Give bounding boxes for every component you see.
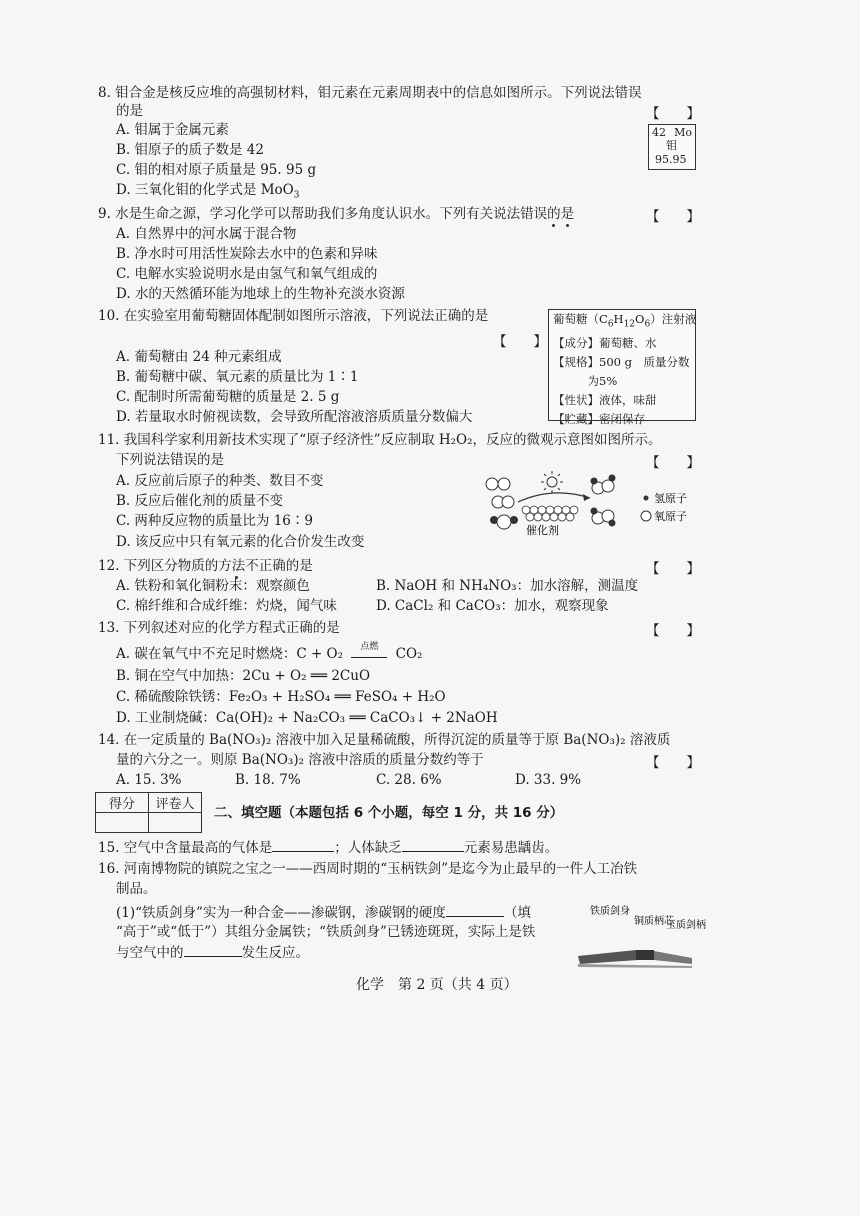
q11-stem: 11. 我国科学家利用新技术实现了“原子经济性”反应制取 H₂O₂，反应的微观示意图如图所示。 [98, 432, 662, 448]
reaction-condition: 点燃 [360, 642, 379, 652]
q14-option-b: B. 18. 7% [235, 772, 301, 788]
q13-option-b: B. 铜在空气中加热：2Cu + O₂ ══ 2CuO [116, 668, 371, 684]
glucose-label-line: 【贮藏】密闭保存 [553, 412, 645, 427]
q8-answer-bracket[interactable]: 【 】 [646, 106, 700, 122]
q16-blank-2[interactable] [184, 943, 242, 957]
q11-option-c: C. 两种反应物的质量比为 16∶9 [116, 513, 313, 529]
q8-option-c: C. 钼的相对原子质量是 95. 95 g [116, 162, 317, 178]
q14-option-c: C. 28. 6% [376, 772, 442, 788]
grader-label: 评卷人 [149, 793, 202, 813]
q10-option-b: B. 葡萄糖中碳、氧元素的质量比为 1∶1 [116, 369, 359, 385]
catalyst-label: 催化剂 [526, 524, 559, 537]
q9-stem: 9. 水是生命之源，学习化学可以帮助我们多角度认识水。下列有关说法错误的是 [98, 206, 575, 222]
score-cell[interactable] [96, 813, 149, 833]
glucose-label-line: 【性状】液体，味甜 [553, 393, 657, 408]
q9-answer-bracket[interactable]: 【 】 [646, 209, 700, 225]
q14-stem-cont: 量的六分之一。则原 Ba(NO₃)₂ 溶液中溶质的质量分数约等于 [116, 752, 484, 768]
q15-blank-2[interactable] [402, 838, 464, 852]
catalyst-icon [522, 506, 578, 521]
q13-option-d: D. 工业制烧碱：Ca(OH)₂ + Na₂CO₃ ══ CaCO₃↓ + 2NaOH [116, 710, 498, 726]
q9-option-d: D. 水的天然循环能为地球上的生物补充淡水资源 [116, 286, 405, 302]
q10-stem: 10. 在实验室用葡萄糖固体配制如图所示溶液，下列说法正确的是 [98, 308, 489, 324]
element-number: 42 [652, 126, 666, 139]
legend-o-label: 氧原子 [654, 510, 687, 523]
element-mass: 95.95 [655, 153, 687, 166]
reaction-diagram [478, 468, 698, 540]
q12-option-b: B. NaOH 和 NH₄NO₃：加水溶解，测温度 [376, 578, 639, 594]
element-card [648, 124, 696, 170]
q8-option-a: A. 钼属于金属元素 [116, 122, 229, 138]
q16-stem: 16. 河南博物院的镇院之宝之一——西周时期的“玉柄铁剑”是迄今为止最早的一件人工冶铁 [98, 861, 638, 877]
q12-option-d: D. CaCl₂ 和 CaCO₃：加水，观察现象 [376, 598, 609, 614]
q8-option-b: B. 钼原子的质子数是 42 [116, 142, 264, 158]
element-name: 钼 [666, 139, 677, 152]
q11-option-b: B. 反应后催化剂的质量不变 [116, 493, 284, 509]
q14-option-d: D. 33. 9% [515, 772, 582, 788]
q9-option-b: B. 净水时可用活性炭除去水中的色素和异味 [116, 246, 378, 262]
glucose-label-line: 【规格】500 g 质量分数 [553, 355, 690, 370]
q15-blank-1[interactable] [272, 838, 334, 852]
product-h2o2-molecule [591, 508, 615, 526]
q16-part1: (1)“铁质剑身”实为一种合金——渗碳钢，渗碳钢的硬度 （填 [116, 905, 531, 921]
score-label: 得分 [96, 793, 149, 813]
q12-option-c: C. 棉纤维和合成纤维：灼烧，闻气味 [116, 598, 337, 614]
section-title: 二、填空题（本题包括 6 个小题，每空 1 分，共 16 分） [214, 805, 564, 821]
q11-option-d: D. 该反应中只有氧元素的化合价发生改变 [116, 534, 365, 550]
score-table [95, 792, 202, 833]
glucose-label [548, 309, 697, 427]
q16-part1-cont: “高于”或“低于”）其组分金属铁；“铁质剑身”已锈迹斑斑，实际上是铁 [116, 924, 536, 940]
legend-h-atom-icon [644, 496, 649, 501]
sword-handle-label: 玉质剑柄 [666, 920, 706, 931]
q13-option-c: C. 稀硫酸除铁锈：Fe₂O₃ + H₂SO₄ ══ FeSO₄ + H₂O [116, 689, 446, 705]
glucose-label-line: 为5% [553, 374, 618, 389]
q11-answer-bracket[interactable]: 【 】 [646, 455, 700, 471]
sun-icon [541, 471, 563, 493]
reactant-h2o-molecule [492, 496, 514, 508]
arrow-head-icon [583, 494, 590, 501]
q8-stem-cont: 的是 [116, 103, 143, 119]
q16-blank-1[interactable] [446, 903, 504, 917]
sword-icon [578, 950, 692, 968]
q14-answer-bracket[interactable]: 【 】 [646, 755, 700, 771]
sword-illustration [576, 904, 706, 976]
q12-option-a: A. 铁粉和氧化铜粉末：观察颜色 [116, 578, 310, 594]
q14-option-a: A. 15. 3% [116, 772, 182, 788]
glucose-label-line: 【成分】葡萄糖、水 [553, 336, 657, 351]
q10-option-c: C. 配制时所需葡萄糖的质量是 2. 5 g [116, 389, 340, 405]
product-h2o2-molecule [591, 475, 615, 494]
q13-stem: 13. 下列叙述对应的化学方程式正确的是 [98, 620, 340, 636]
element-symbol: Mo [674, 126, 692, 139]
emphasis-dot [552, 224, 555, 227]
glucose-label-title: 葡萄糖$(C_6H_{12}O_6)$注射液 [553, 312, 697, 330]
sword-blade-label: 铁质剑身 [590, 906, 630, 917]
q16-part1-end: 与空气中的 发生反应。 [116, 945, 309, 961]
q12-answer-bracket[interactable]: 【 】 [646, 561, 700, 577]
q8-option-d: D. 三氧化钼的化学式是 MoO$_3$ [116, 182, 300, 201]
q11-option-a: A. 反应前后原子的种类、数目不变 [116, 473, 324, 489]
reaction-arrow [518, 493, 590, 502]
q10-answer-bracket[interactable]: 【 】 [493, 334, 547, 350]
reactant-o2-molecule [491, 515, 518, 529]
legend-h-label: 氢原子 [654, 492, 687, 505]
q10-option-a: A. 葡萄糖由 24 种元素组成 [116, 349, 282, 365]
reactant-h2-molecule [486, 478, 510, 490]
q10-option-d: D. 若量取水时俯视读数，会导致所配溶液溶质质量分数偏大 [116, 409, 473, 425]
q11-stem-cont: 下列说法错误的是 [116, 452, 224, 468]
q13-option-a: A. 碳在氧气中不充足时燃烧：C + O₂ 点燃 CO₂ [116, 645, 422, 663]
q16-stem-cont: 制品。 [116, 881, 157, 897]
q15-text: 15. 空气中含量最高的气体是 ；人体缺乏 元素易患龋齿。 [98, 840, 559, 856]
grader-cell[interactable] [149, 813, 202, 833]
emphasis-dot [566, 224, 569, 227]
q9-option-c: C. 电解水实验说明水是由氢气和氧气组成的 [116, 266, 378, 282]
q9-option-a: A. 自然界中的河水属于混合物 [116, 226, 297, 242]
page-footer: 化学 第 2 页（共 4 页） [356, 977, 518, 993]
sword-core-label: 铜质柄芯 [634, 916, 674, 927]
q12-stem: 12. 下列区分物质的方法不正确的是 [98, 558, 313, 574]
legend-o-atom-icon [641, 511, 651, 521]
q8-stem: 8. 钼合金是核反应堆的高强韧材料，钼元素在元素周期表中的信息如图所示。下列说法错误 [98, 85, 642, 101]
q14-stem: 14. 在一定质量的 Ba(NO₃)₂ 溶液中加入足量稀硫酸，所得沉淀的质量等于原 Ba(NO₃)₂ 溶液质 [98, 732, 671, 748]
q13-answer-bracket[interactable]: 【 】 [646, 623, 700, 639]
